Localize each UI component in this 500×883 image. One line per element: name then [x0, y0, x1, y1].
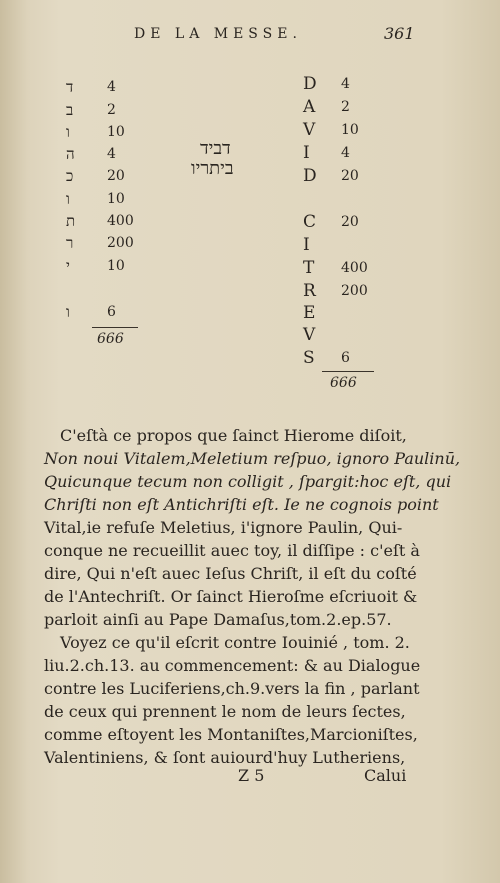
paragraph-1 [44, 424, 461, 631]
text-line: parloit ainſi au Pape Damaſus,tom.2.ep.57. [44, 610, 392, 629]
latin-value: 4 [341, 76, 350, 92]
hebrew-letter: ת [66, 212, 76, 230]
hebrew-value: 10 [107, 124, 125, 140]
hebrew-letter: ב [66, 101, 74, 119]
text-line: dire, Qui n'eſt auec Ieſus Chriſt, il eſt du coſté [44, 564, 417, 583]
latin-value: 20 [341, 168, 359, 184]
latin-letter: D [303, 166, 318, 186]
hebrew-letter: ה [66, 145, 75, 163]
text-line: Valentiniens, & ſont auiourd'huy Lutheriens, [44, 748, 406, 767]
text-line: Non noui Vitalem,Meletium reſpuo, ignoro Paulinū, [44, 449, 461, 468]
latin-letter: D [303, 74, 318, 94]
hebrew-value: 10 [107, 258, 125, 274]
page-number: 361 [384, 24, 415, 43]
hebrew-word: דביד [200, 138, 231, 159]
latin-letter: R [303, 281, 317, 301]
hebrew-total: 666 [97, 331, 124, 347]
latin-letter: V [303, 325, 316, 345]
hebrew-letter: כ [66, 167, 74, 185]
hebrew-word: ביתריו [191, 158, 234, 179]
hebrew-value: 200 [107, 235, 134, 251]
hebrew-letter: ו [66, 190, 70, 208]
text-line: Chriſti non eſt Antichriſti eſt. Ie ne cognois point [44, 495, 439, 514]
hebrew-letter: ו [66, 123, 70, 141]
text-line: C'eſtà ce propos que ſainct Hierome diſoit, [60, 426, 407, 445]
text-line: conque ne recueillit auec toy, il diſſipe : c'eſt à [44, 541, 420, 560]
latin-value: 6 [341, 350, 350, 366]
paragraph-2 [44, 631, 424, 769]
text-line: de l'Antechriſt. Or ſainct Hieroſme eſcriuoit & [44, 587, 418, 606]
latin-value: 20 [341, 214, 359, 230]
hebrew-letter: י [66, 257, 70, 275]
latin-letter: I [303, 143, 311, 163]
latin-value: 10 [341, 122, 359, 138]
latin-value: 400 [341, 260, 368, 276]
text-line: Quicunque tecum non colligit , ſpargit:hoc eſt, qui [44, 472, 452, 491]
signature-mark: Z 5 [238, 766, 265, 785]
text-line: Vital,ie refuſe Meletius, i'ignore Paulin, Qui- [44, 518, 403, 537]
latin-value: 2 [341, 99, 350, 115]
latin-value: 200 [341, 283, 368, 299]
latin-letter: I [303, 235, 311, 255]
hebrew-value: 10 [107, 191, 125, 207]
hebrew-value: 20 [107, 168, 125, 184]
hebrew-value: 6 [107, 304, 116, 320]
hebrew-letter: ד [66, 78, 74, 96]
main-text [44, 424, 461, 769]
sum-rule [92, 327, 138, 328]
hebrew-value: 4 [107, 79, 116, 95]
text-line: liu.2.ch.13. au commencement: & au Dialogue [44, 656, 421, 675]
text-line: de ceux qui prennent le nom de leurs ſectes, [44, 702, 406, 721]
latin-letter: T [303, 258, 315, 278]
latin-letter: E [303, 303, 316, 323]
hebrew-value: 4 [107, 146, 116, 162]
latin-letter: S [303, 348, 316, 368]
text-line: contre les Luciferiens,ch.9.vers la fin , parlant [44, 679, 420, 698]
hebrew-value: 400 [107, 213, 134, 229]
text-line: Voyez ce qu'il eſcrit contre Iouinié , tom. 2. [60, 633, 410, 652]
latin-total: 666 [330, 375, 357, 391]
latin-letter: A [303, 97, 316, 117]
hebrew-letter: ר [66, 234, 74, 252]
latin-value: 4 [341, 145, 350, 161]
text-line: comme eſtoyent les Montaniſtes,Marcioniſtes, [44, 725, 418, 744]
sum-rule [322, 371, 374, 372]
hebrew-value: 2 [107, 102, 116, 118]
catchword: Calui [364, 766, 407, 785]
latin-letter: C [303, 212, 317, 232]
latin-letter: V [303, 120, 316, 140]
hebrew-letter: ו [66, 303, 70, 321]
running-header: DE LA MESSE. [134, 26, 302, 42]
